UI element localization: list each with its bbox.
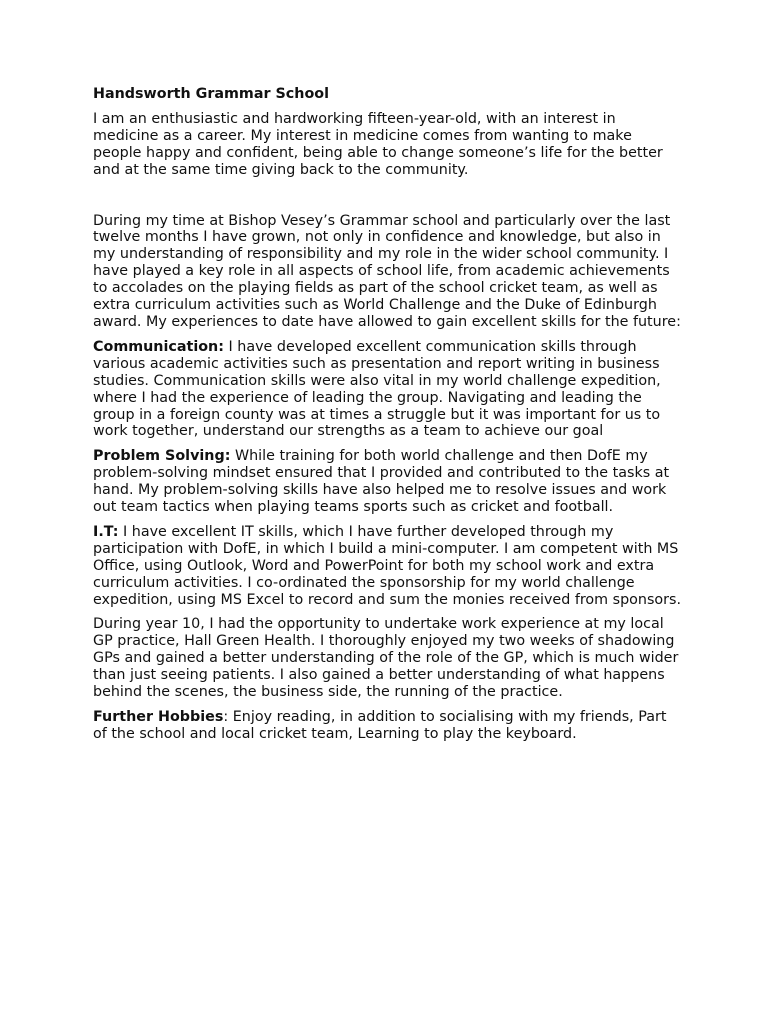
document-page <box>93 86 683 751</box>
paragraph-spacer <box>93 187 683 213</box>
intro-paragraph: I am an enthusiastic and hardworking fifteen-year-old, with an interest in medicine as a career. My interest in medicine comes from wanting to make people happy and confident, being able to change someone’s life for the better and at the same time giving back to the community. <box>93 110 663 178</box>
communication-paragraph <box>93 339 683 440</box>
work-experience-paragraph: During year 10, I had the opportunity to undertake work experience at my local GP practice, Hall Green Health. I thoroughly enjoyed my two weeks of shadowing GPs and gained a better understanding of the role of the GP, which is much wider than just seeing patients. I also gained a better understanding of what happens behind the scenes, the business side, the running of the practice. <box>93 616 679 701</box>
hobbies-label: Further Hobbies <box>93 709 224 725</box>
document-title: Handsworth Grammar School <box>93 86 330 102</box>
hobbies-paragraph <box>93 709 683 743</box>
experience-paragraph: During my time at Bishop Vesey’s Grammar school and particularly over the last twelve months I have grown, not only in confidence and knowledge, but also in my understanding of responsibility and my role in the wider school community. I have played a key role in all aspects of school life, from academic achievements to accolades on the playing fields as part of the school cricket team, as well as extra curriculum activities such as World Challenge and the Duke of Edinburgh award. My experiences to date have allowed to gain excellent skills for the future: <box>93 212 681 330</box>
communication-text: I have developed excellent communication skills through various academic activities such as presentation and report writing in business studies. Communication skills were also vital in my world challenge expedition, where I had the experience of leading the group. Navigating and leading the group in a foreign county was at times a struggle but it was important for us to work together, understand our strengths as a team to achieve our goal <box>93 338 661 440</box>
it-label: I.T: <box>93 523 119 540</box>
it-text: I have excellent IT skills, which I have further developed through my participation with DofE, in which I build a mini-computer. I am competent with MS Office, using Outlook, Word and PowerPoint for both my school work and extra curriculum activities. I co-ordinated the sponsorship for my world challenge expedition, using MS Excel to record and sum the monies received from sponsors. <box>93 523 682 608</box>
problem-solving-label: Problem Solving: <box>93 448 231 465</box>
problem-solving-text: While training for both world challenge and then DofE my problem-solving mindset ensured that I provided and contributed to the tasks at hand. My problem-solving skills have also helped me to resolve issues and work out team tactics when playing teams sports such as cricket and football. <box>93 448 670 516</box>
communication-label: Communication: <box>93 338 224 355</box>
problem-solving-paragraph <box>93 448 683 516</box>
hobbies-text: : Enjoy reading, in addition to socialising with my friends, Part of the school and local cricket team, Learning to play the keyboard. <box>93 709 667 742</box>
it-paragraph <box>93 524 683 609</box>
